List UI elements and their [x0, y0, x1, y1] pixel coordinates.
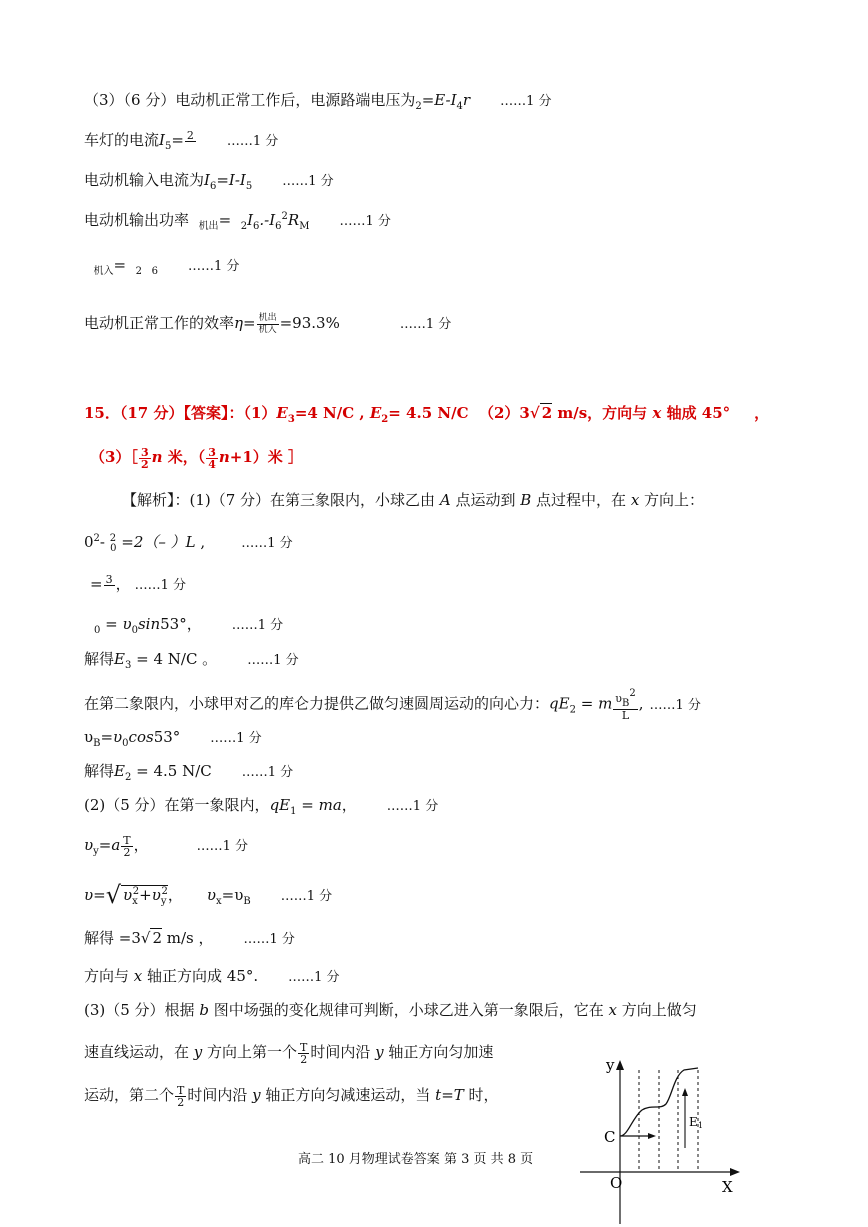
- origin-label: O: [610, 1174, 623, 1192]
- analysis-line-13: 方向与 x 轴正方向成 45°. ……1 分: [84, 967, 340, 985]
- analysis-line-6: 在第二象限内，小球甲对乙的库仑力提供乙做匀速圆周运动的向心力：$qE_2 = m$ $\frac{\upsilon_B^2}{L}$ , ……1 分: [84, 688, 701, 722]
- fraction: $\frac{T}{2}$: [123, 833, 131, 859]
- field-label: E: [689, 1115, 698, 1129]
- analysis-line-14: (3)（5 分）根据 b 图中场强的变化规律可判断，小球乙进入第一象限后，它在 x 方向上做匀: [84, 1001, 697, 1019]
- y-axis-arrow: [616, 1060, 624, 1070]
- fraction: $\frac{T}{2}$: [177, 1083, 185, 1109]
- analysis-line-5: 解得$E_3 = 4$ N/C 。 ……1 分: [84, 650, 299, 671]
- analysis-line-4: $_0 = \upsilon_0\sin 53^\circ$， ……1 分: [94, 615, 284, 636]
- fraction: 2: [186, 128, 194, 142]
- line-5: $_{机入}$= $_2$ $_6$ ……1 分: [93, 256, 240, 277]
- analysis-line-2: $0^2-$ $^2_0$ =2（– ）L , ……1 分: [84, 533, 293, 554]
- point-c-label: C: [604, 1128, 616, 1146]
- y-axis-label: y: [606, 1056, 615, 1074]
- line-4: 电动机输出功率 $_{机出}= _2I_6.-I_6^2R_M$ ……1 分: [84, 211, 391, 232]
- line-1: （3）（6 分）电动机正常工作后，电源路端电压为$_2=E-I_4r$ ……1 分: [84, 91, 552, 112]
- field-arrowhead: [682, 1088, 688, 1096]
- fraction: $\frac{3}{4}$: [208, 445, 216, 471]
- analysis-line-15: 速直线运动，在 y 方向上第一个 $\frac{T}{2}$ 时间内沿 y 轴正方向匀加速: [84, 1040, 494, 1066]
- velocity-arrowhead: [648, 1133, 656, 1139]
- fraction: $\frac{T}{2}$: [300, 1040, 308, 1066]
- analysis-line-9: (2)（5 分）在第一象限内，$qE_1$ = ma， ……1 分: [84, 796, 439, 817]
- fraction: $\frac{\upsilon_B^2}{L}$: [615, 688, 636, 722]
- fraction: $\frac{\text{机出}}{\text{机入}}$: [258, 312, 277, 335]
- analysis-line-16: 运动，第二个 $\frac{T}{2}$ 时间内沿 y 轴正方向匀减速运动，当 t=T 时，: [84, 1083, 499, 1109]
- answer-line-2: （3）［ $\frac{3}{2}$ n 米，（ $\frac{3}{4}$ n+1）米 ］: [90, 445, 304, 471]
- analysis-line-11: υ=√ $\upsilon_x^2+\upsilon_y^2$， $\upsilon_x=\upsilon_B$ ……1 分: [84, 881, 333, 909]
- x-axis-label: X: [722, 1178, 733, 1196]
- x-axis-arrow: [730, 1168, 740, 1176]
- page-footer: 高二 10 月物理试卷答案 第 3 页 共 8 页: [298, 1152, 534, 1167]
- analysis-line-1: 【解析】：(1)（7 分）在第三象限内，小球乙由 A 点运动到 B 点过程中，在 x 方向上：: [122, 491, 705, 509]
- field-label-sub: 1: [698, 1121, 704, 1130]
- line-6: 电动机正常工作的效率η= $\frac{\text{机出}}{\text{机入}}$ =93.3% ……1 分: [84, 312, 452, 335]
- line-2: 车灯的电流$I_5=$ 2 ……1 分: [84, 128, 279, 152]
- line-3: 电动机输入电流为$I_6=I-I_5$ ……1 分: [84, 171, 334, 192]
- analysis-line-8: 解得$E_2 = 4.5$ N/C ……1 分: [84, 762, 294, 783]
- analysis-line-12: 解得 =3√ 2 m/s ， ……1 分: [84, 929, 295, 947]
- radical: $\upsilon_x^2+\upsilon_y^2$: [123, 886, 168, 907]
- fraction: 3: [105, 572, 113, 586]
- analysis-line-10: $\upsilon_y=a$ $\frac{T}{2}$ ， ……1 分: [84, 833, 249, 859]
- fraction: $\frac{3}{2}$: [140, 445, 149, 471]
- trajectory-figure: [570, 1048, 750, 1226]
- answer-line-1: 15．（17 分）【答案】：$(1)E_3=4$ N/C , $E_2= 4.5$ N/C （2）3√ 2 m/s，方向与 x 轴成 45° ，: [84, 404, 770, 425]
- analysis-line-7: $\upsilon_B=\upsilon_0\cos 53^\circ$ ……1 分: [84, 728, 262, 749]
- analysis-line-3: = 3 ， ……1 分: [90, 573, 186, 597]
